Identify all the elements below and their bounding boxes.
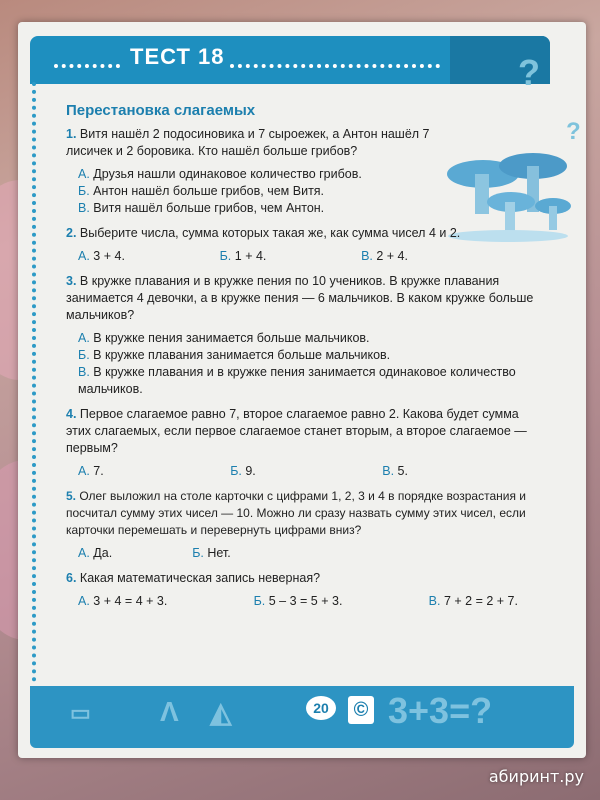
answer-option[interactable] — [78, 364, 546, 398]
question-number: 6. — [66, 571, 77, 585]
option-text: В кружке плавания занимается больше мальчиков. — [93, 348, 391, 362]
option-letter: В. — [361, 249, 373, 263]
workbook-page — [18, 22, 586, 758]
answer-option[interactable] — [230, 463, 256, 480]
option-text: 9. — [245, 464, 256, 478]
option-letter: Б. — [219, 249, 232, 263]
question-5 — [66, 488, 546, 562]
question-number: 4. — [66, 407, 77, 421]
section-title: Перестановка слагаемых — [66, 102, 256, 119]
page-footer — [30, 686, 574, 748]
answer-option[interactable] — [78, 183, 546, 200]
question-mark-icon: ? — [566, 118, 581, 145]
option-text: 7. — [93, 464, 104, 478]
option-letter: В. — [78, 201, 90, 215]
test-header — [30, 36, 550, 84]
question-text: Какая математическая запись неверная? — [79, 571, 321, 585]
option-text: Антон нашёл больше грибов, чем Витя. — [93, 184, 325, 198]
question-2 — [66, 225, 546, 265]
option-letter: А. — [78, 464, 90, 478]
option-letter: А. — [78, 167, 90, 181]
answer-option[interactable] — [78, 545, 112, 562]
answer-option[interactable] — [361, 248, 408, 265]
question-text: В кружке плавания и в кружке пения по 10 учеников. В кружке плавания занимается 4 девочки, а в кружке пения — 6 мальчиков. В каком кружке больше мальчиков? — [66, 274, 534, 322]
question-4 — [66, 406, 546, 480]
option-letter: А. — [78, 594, 90, 608]
test-title: ТЕСТ 18 — [130, 44, 225, 69]
footer-decor-text: 3+3=? — [388, 690, 493, 731]
question-number: 2. — [66, 226, 77, 240]
option-text: 7 + 2 = 2 + 7. — [443, 594, 518, 608]
option-text: 2 + 4. — [376, 249, 408, 263]
option-text: Друзья нашли одинаковое количество грибов. — [93, 167, 362, 181]
option-text: В кружке плавания и в кружке пения занимается одинаковое количество мальчиков. — [78, 365, 516, 396]
option-letter: В. — [382, 464, 395, 478]
option-text: Нет. — [207, 546, 231, 560]
option-text: 1 + 4. — [234, 249, 267, 263]
answer-option[interactable] — [254, 593, 343, 610]
header-dots-left — [54, 64, 120, 72]
option-text: 5 – 3 = 5 + 3. — [268, 594, 343, 608]
option-letter: Б. — [230, 464, 242, 478]
option-letter: Б. — [253, 594, 266, 608]
answer-option[interactable] — [429, 593, 518, 610]
option-text: Да. — [93, 546, 113, 560]
question-number: 5. — [66, 489, 77, 503]
option-letter: В. — [428, 594, 441, 608]
header-dots-right — [230, 64, 440, 72]
question-text: Олег выложил на столе карточки с цифрами 1, 2, 3 и 4 в порядке возрастания и посчитал сумму этих чисел — 10. Можно ли сразу назвать сумму этих чисел, если карточки перемешать и перевернуть цифрами вниз? — [66, 489, 527, 537]
copyright-icon: © — [348, 696, 374, 724]
compass-icon: Λ — [160, 696, 179, 727]
questions-list — [66, 126, 546, 618]
option-letter: Б. — [192, 546, 204, 560]
answer-option[interactable] — [78, 463, 104, 480]
question-text: Витя нашёл 2 подосиновика и 7 сыроежек, а Антон нашёл 7 лисичек и 2 боровика. Кто нашёл больше грибов? — [66, 127, 430, 158]
answer-option[interactable] — [78, 248, 125, 265]
option-letter: А. — [78, 546, 90, 560]
question-6 — [66, 570, 546, 610]
triangle-icon: ◭ — [210, 697, 232, 728]
option-letter: В. — [78, 365, 90, 379]
answer-option[interactable] — [78, 330, 546, 347]
answer-option[interactable] — [220, 248, 267, 265]
question-text: Выберите числа, сумма которых такая же, как сумма чисел 4 и 2. — [79, 226, 461, 240]
question-3 — [66, 273, 546, 398]
answer-option[interactable] — [192, 545, 231, 562]
question-number: 3. — [66, 274, 77, 288]
question-mark-icon: ? — [518, 52, 540, 93]
watermark: абиринт.ру — [488, 767, 584, 786]
option-letter: А. — [78, 249, 90, 263]
option-text: В кружке пения занимается больше мальчиков. — [93, 331, 370, 345]
page-number: 20 — [306, 696, 336, 720]
question-number: 1. — [66, 127, 77, 141]
answer-option[interactable] — [78, 593, 167, 610]
answer-option[interactable] — [78, 200, 546, 217]
option-letter: Б. — [78, 184, 90, 198]
option-text: 3 + 4 = 4 + 3. — [93, 594, 168, 608]
question-1 — [66, 126, 546, 217]
ruler-icon: ▭ — [70, 700, 91, 725]
answer-option[interactable] — [78, 347, 546, 364]
option-letter: Б. — [78, 348, 90, 362]
option-text: 5. — [397, 464, 408, 478]
question-text: Первое слагаемое равно 7, второе слагаемое равно 2. Какова будет сумма этих слагаемых, если первое слагаемое станет вторым, а второе слагаемое — первым? — [66, 407, 527, 455]
option-letter: А. — [78, 331, 90, 345]
answer-option[interactable] — [382, 463, 408, 480]
option-text: Витя нашёл больше грибов, чем Антон. — [93, 201, 325, 215]
option-text: 3 + 4. — [93, 249, 125, 263]
answer-option[interactable] — [78, 166, 546, 183]
